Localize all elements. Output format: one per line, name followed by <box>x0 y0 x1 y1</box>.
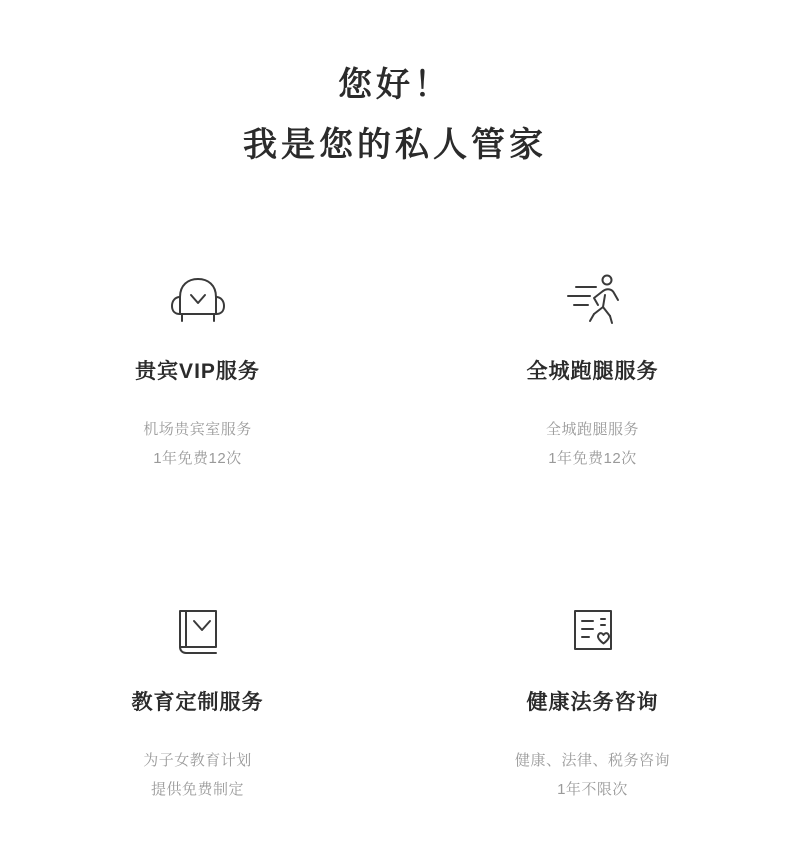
service-grid <box>0 267 790 804</box>
service-title: 教育定制服务 <box>131 690 264 714</box>
service-description-line-1: 机场贵宾室服务 <box>143 421 252 438</box>
service-card-vip[interactable] <box>0 267 395 474</box>
service-description <box>143 415 252 474</box>
service-card-errand[interactable] <box>395 267 790 474</box>
service-description-line-2: 1年免费12次 <box>548 450 637 468</box>
document-heart-icon <box>560 598 626 664</box>
service-description <box>546 415 639 474</box>
service-description-line-2: 1年免费12次 <box>153 450 242 468</box>
service-description-line-1: 为子女教育计划 <box>143 751 252 769</box>
armchair-icon <box>165 267 231 333</box>
page-title-line-1: 您好！ <box>338 66 452 104</box>
service-title: 全城跑腿服务 <box>526 360 659 383</box>
running-person-icon <box>560 267 626 333</box>
service-description <box>515 746 670 805</box>
service-title: 贵宾VIP服务 <box>135 360 260 383</box>
page-header <box>0 0 790 175</box>
book-icon <box>165 598 231 664</box>
service-description-line-2: 提供免费制定 <box>150 780 244 798</box>
service-description-line-1: 健康、法律、税务咨询 <box>514 751 670 769</box>
service-description <box>143 746 252 805</box>
service-description-line-1: 全城跑腿服务 <box>545 421 639 438</box>
page-title-line-2: 我是您的私人管家 <box>243 125 547 164</box>
service-card-health-legal[interactable] <box>395 598 790 805</box>
service-card-education[interactable] <box>0 598 395 805</box>
service-title: 健康法务咨询 <box>526 690 659 714</box>
service-description-line-2: 1年不限次 <box>557 780 628 798</box>
